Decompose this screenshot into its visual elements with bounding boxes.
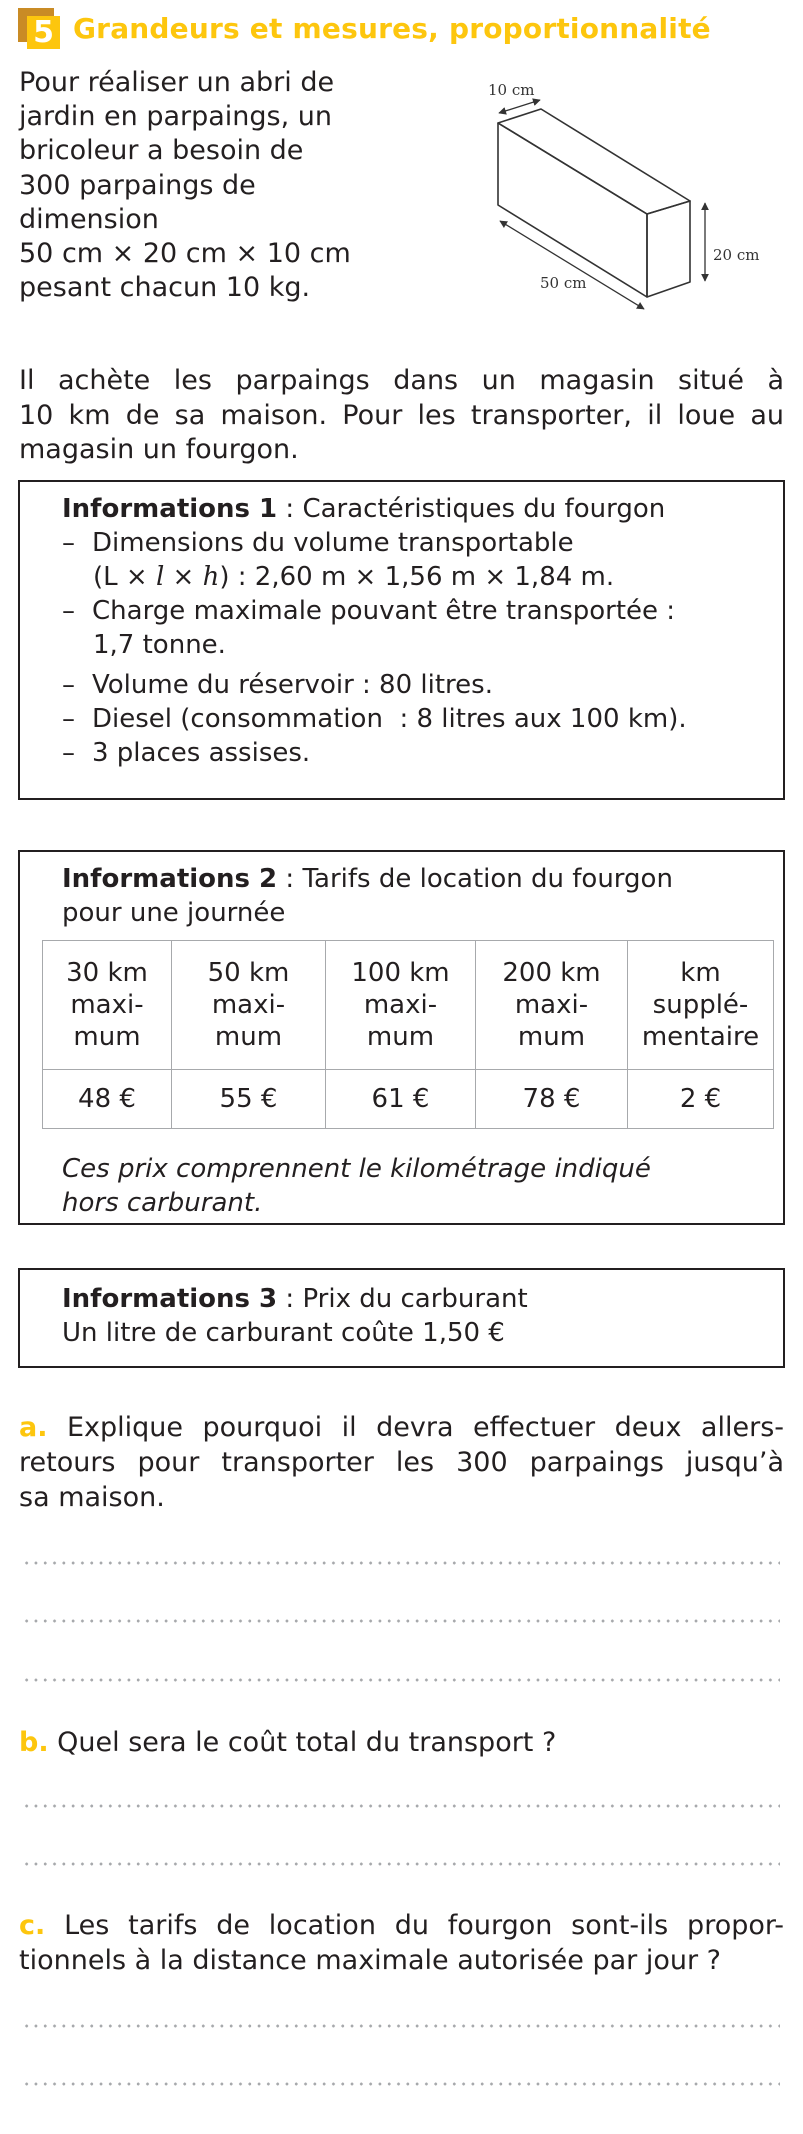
places-text: 3 places assises.: [92, 738, 311, 768]
dimensions-values: [62, 560, 687, 594]
intro-line: 300 parpaings de: [19, 169, 256, 201]
intro-paragraph: [19, 66, 399, 305]
question-line: sa maison.: [19, 1482, 165, 1513]
table-price-cell: 55 €: [172, 1070, 326, 1129]
dash: –: [62, 738, 75, 768]
context-paragraph: [19, 364, 784, 468]
table-price-cell: 61 €: [326, 1070, 476, 1129]
question-c: [19, 1908, 784, 1978]
info2-subtitle-line2: pour une journée: [62, 898, 286, 928]
info3-heading: Informations 3: [62, 1284, 278, 1314]
height-label: 20 cm: [713, 246, 760, 264]
brick-shape: [498, 109, 690, 297]
formula-open: (L ×: [93, 562, 156, 592]
table-price-cell: 2 €: [628, 1070, 774, 1129]
answer-line-a-2[interactable]: [22, 1619, 780, 1623]
answer-line-c-2[interactable]: [22, 2082, 780, 2086]
question-line: [19, 1908, 784, 1943]
answer-line-b-2[interactable]: [22, 1862, 780, 1866]
info1-bullet-dimensions: [62, 526, 687, 560]
dash: –: [62, 596, 75, 626]
answer-line-b-1[interactable]: [22, 1804, 780, 1808]
formula-times: ×: [164, 562, 203, 592]
answer-line-a-1[interactable]: [22, 1561, 780, 1565]
intro-line: bricoleur a besoin de: [19, 135, 304, 167]
charge-label: Charge maximale pouvant être transportée :: [92, 596, 676, 626]
brick-side-face: [647, 201, 690, 297]
info3-subtitle: : Prix du carburant: [277, 1284, 528, 1314]
answer-line-c-1[interactable]: [22, 2024, 780, 2028]
question-text: Quel sera le coût total du transport ?: [48, 1727, 557, 1758]
question-line: [19, 1725, 784, 1760]
charge-value: 1,7 tonne.: [93, 630, 226, 660]
info1-bullet-places: [62, 736, 687, 770]
question-letter: a.: [19, 1412, 48, 1443]
table-header-cell: 200 km maxi- mum: [476, 941, 628, 1070]
table-price-row: [43, 1070, 774, 1129]
question-text: Explique pourquoi il devra effectuer deux allers-: [47, 1412, 784, 1443]
dash: –: [62, 528, 75, 558]
dimensions-label: Dimensions du volume transportable: [92, 528, 574, 558]
table-header-row: [43, 941, 774, 1070]
paragraph-line: 10 km de sa maison. Pour les transporter, il loue au: [19, 399, 784, 431]
exercise-number: 5: [27, 16, 60, 49]
info1-bullet-diesel: [62, 702, 687, 736]
question-line: [19, 1410, 784, 1445]
info1-bullet-charge: [62, 594, 687, 628]
info-box-1: [18, 480, 785, 800]
info2-subtitle: : Tarifs de location du fourgon: [277, 864, 673, 894]
intro-line: jardin en parpaings, un: [19, 101, 332, 133]
intro-line: pesant chacun 10 kg.: [19, 272, 311, 304]
length-label: 50 cm: [540, 274, 587, 292]
info1-subtitle: : Caractéristiques du fourgon: [277, 494, 666, 524]
table-header-cell: 30 km maxi- mum: [43, 941, 172, 1070]
info1-bullet-reservoir: [62, 668, 687, 702]
info-box-2: [18, 850, 785, 1225]
exercise-title: Grandeurs et mesures, proportionnalité: [73, 12, 711, 45]
dash: –: [62, 704, 75, 734]
intro-line: 50 cm × 20 cm × 10 cm: [19, 238, 351, 270]
question-text: Les tarifs de location du fourgon sont-ils propor-: [45, 1910, 784, 1941]
question-a: [19, 1410, 784, 1515]
info-box-3: [18, 1268, 785, 1368]
info1-heading-line: [62, 492, 687, 526]
brick-top-face: [498, 109, 690, 214]
answer-line-a-3[interactable]: [22, 1678, 780, 1682]
intro-line: Pour réaliser un abri de: [19, 67, 335, 98]
table-header-cell: 100 km maxi- mum: [326, 941, 476, 1070]
paragraph-line: magasin un fourgon.: [19, 434, 299, 465]
info1-heading: Informations 1: [62, 494, 278, 524]
table-price-cell: 48 €: [43, 1070, 172, 1129]
dash: –: [62, 670, 75, 700]
question-line: retours pour transporter les 300 parpaings jusqu’à: [19, 1447, 784, 1478]
question-line: tionnels à la distance maximale autorisée par jour ?: [19, 1945, 721, 1976]
question-b: [19, 1725, 784, 1760]
exercise-badge: [18, 8, 68, 54]
table-header-cell: 50 km maxi- mum: [172, 941, 326, 1070]
note-line: Ces prix comprennent le kilométrage indiqué: [62, 1154, 651, 1184]
tarifs-table: [42, 940, 774, 1129]
info3-heading-line: [62, 1282, 528, 1316]
info2-heading-line: [62, 862, 673, 896]
width-label: 10 cm: [488, 81, 535, 99]
question-letter: b.: [19, 1727, 49, 1758]
info2-heading: Informations 2: [62, 864, 278, 894]
diesel-text: Diesel (consommation : 8 litres aux 100 km).: [92, 704, 687, 734]
reservoir-text: Volume du réservoir : 80 litres.: [92, 670, 493, 700]
math-h: h: [202, 562, 220, 592]
brick-diagram: [470, 70, 800, 320]
note-line: hors carburant.: [62, 1188, 263, 1218]
tarifs-note: [62, 1152, 651, 1220]
brick-front-face: [498, 123, 647, 297]
intro-line: dimension: [19, 203, 159, 235]
formula-values: ) : 2,60 m × 1,56 m × 1,84 m.: [219, 562, 615, 592]
table-header-cell: km supplé- mentaire: [628, 941, 774, 1070]
math-l: l: [155, 562, 165, 592]
paragraph-line: Il achète les parpaings dans un magasin situé à: [19, 365, 784, 396]
table-price-cell: 78 €: [476, 1070, 628, 1129]
info3-text: Un litre de carburant coûte 1,50 €: [62, 1318, 505, 1348]
length-arrow: [500, 221, 644, 309]
question-letter: c.: [19, 1910, 46, 1941]
